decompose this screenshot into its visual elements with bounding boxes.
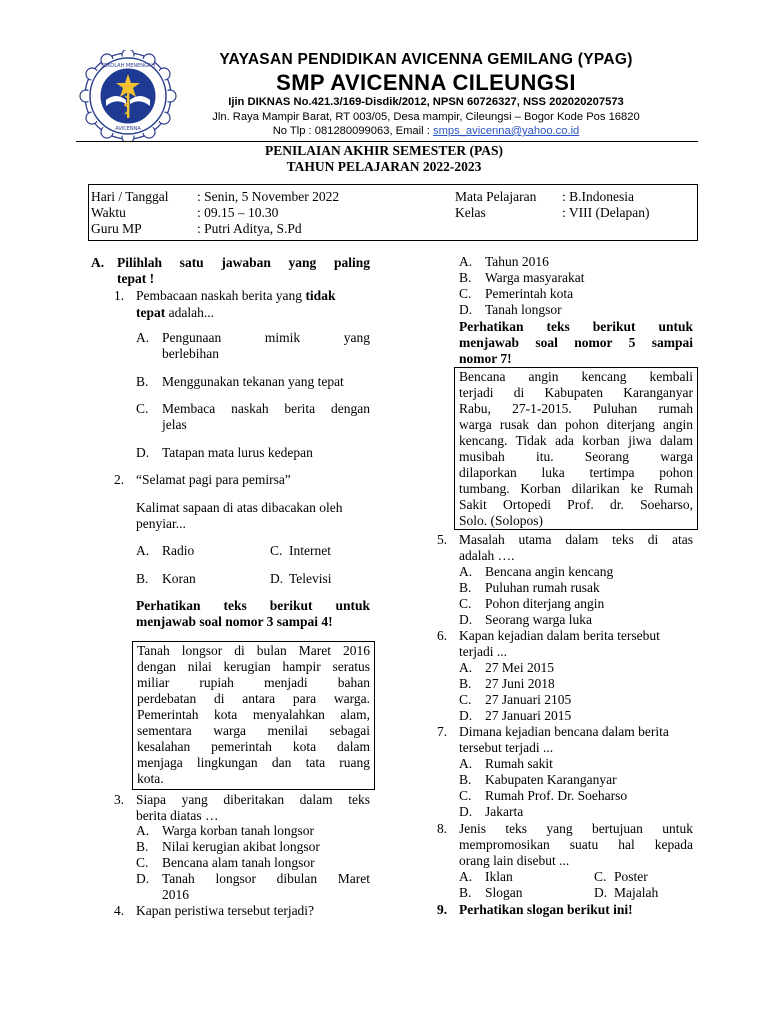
q3-option-b[interactable]: Nilai kerugian akibat longsor (162, 839, 320, 854)
info-subject-value: : B.Indonesia (562, 189, 634, 204)
q2-option-c-letter[interactable]: C. (270, 543, 283, 558)
q3-option-d-letter[interactable]: D. (136, 871, 150, 886)
reading-text-5-7-line: Sakit Ortopedi Prof. dr. Soeharso, (459, 497, 693, 512)
q3-option-d-line1[interactable]: Tanah longsor dibulan Maret (162, 871, 370, 886)
question-4-number: 4. (114, 903, 125, 918)
q5-option-b[interactable]: Puluhan rumah rusak (485, 580, 600, 595)
question-1-line1: Pembacaan naskah berita yang tidak (136, 288, 336, 303)
info-class-label: Kelas (455, 205, 486, 220)
question-1-line2: tepat adalah... (136, 305, 214, 320)
question-8-line1: Jenis teks yang bertujuan untuk (459, 821, 693, 836)
question-7-line2: tersebut terjadi ... (459, 740, 554, 755)
q2-option-c[interactable]: Internet (289, 543, 331, 558)
reading-text-3-4-line: kesalahan pemerintah kota dalam (137, 739, 370, 754)
question-5-number: 5. (437, 532, 448, 547)
q6-option-b[interactable]: 27 Juni 2018 (485, 676, 555, 691)
q7-option-a[interactable]: Rumah sakit (485, 756, 553, 771)
q7-option-b[interactable]: Kabupaten Karanganyar (485, 772, 617, 787)
q6-option-c[interactable]: 27 Januari 2105 (485, 692, 572, 707)
question-3-line1: Siapa yang diberitakan dalam teks (136, 792, 370, 807)
section-instruction-line1: Pilihlah satu jawaban yang paling (117, 255, 370, 270)
contact-email[interactable]: smps_avicenna@yahoo.co.id (432, 125, 580, 137)
reading-text-5-7-line: Bencana angin kencang kembali (459, 369, 693, 384)
svg-text:AVICENNA: AVICENNA (115, 126, 141, 132)
q8-option-d-letter[interactable]: D. (594, 885, 608, 900)
section-instruction-line2: tepat ! (117, 271, 155, 286)
reading-text-3-4-line: Pemerintah kota menyalahkan alam, (137, 707, 370, 722)
info-class-value: : VIII (Delapan) (562, 205, 650, 220)
foundation-name: YAYASAN PENDIDIKAN AVICENNA GEMILANG (YPAG) (219, 51, 633, 68)
school-name: SMP AVICENNA CILEUNGSI (276, 70, 576, 95)
question-3-line2: berita diatas … (136, 808, 219, 823)
question-2-number: 2. (114, 472, 125, 487)
exam-title: PENILAIAN AKHIR SEMESTER (PAS) (265, 143, 503, 158)
question-4: Kapan peristiwa tersebut terjadi? (136, 903, 315, 918)
q6-option-a[interactable]: 27 Mei 2015 (485, 660, 554, 675)
reading-text-5-7-line: terjadi di Kabupaten Karanganyar (459, 385, 693, 400)
q8-option-b[interactable]: Slogan (485, 885, 523, 900)
info-teacher-value: : Putri Aditya, S.Pd (197, 221, 302, 236)
contact-phone: No Tlp : 081280099063, Email : (272, 125, 433, 137)
question-7-line1: Dimana kejadian bencana dalam berita (459, 724, 669, 739)
reading-text-3-4-line: dengan nilai kerugian hampir seratus (137, 659, 370, 674)
q7-option-a-letter[interactable]: A. (459, 756, 473, 771)
q5-option-a-letter[interactable]: A. (459, 564, 473, 579)
q1-option-b-letter[interactable]: B. (136, 374, 149, 389)
q8-option-c-letter[interactable]: C. (594, 869, 607, 884)
q7-option-d[interactable]: Jakarta (485, 804, 524, 819)
question-6-number: 6. (437, 628, 448, 643)
question-6-line1: Kapan kejadian dalam berita tersebut (459, 628, 660, 643)
question-7-number: 7. (437, 724, 448, 739)
reading-text-5-7-line: tumbang. Korban dilarikan ke Rumah (459, 481, 693, 496)
q4-option-d-letter[interactable]: D. (459, 302, 473, 317)
q1-option-a-letter[interactable]: A. (136, 330, 150, 345)
reading-text-5-7-line: Solo. (Solopos) (459, 513, 544, 528)
info-day-value: : Senin, 5 November 2022 (197, 189, 340, 204)
reading-text-3-4-line: sementara warga menilai sebagai (137, 723, 370, 738)
instruction-5-7-line1: Perhatikan teks berikut untuk (459, 319, 693, 334)
q2-option-a-letter[interactable]: A. (136, 543, 150, 558)
question-1-number: 1. (114, 288, 125, 303)
instruction-5-7-line3: nomor 7! (459, 351, 512, 366)
instruction-5-7-line2: menjawab soal nomor 5 sampai (459, 335, 693, 350)
q8-option-a[interactable]: Iklan (485, 869, 513, 884)
q1-option-c-line1[interactable]: Membaca naskah berita dengan (162, 401, 370, 416)
q8-option-b-letter[interactable]: B. (459, 885, 472, 900)
header-divider (76, 141, 698, 142)
question-9: Perhatikan slogan berikut ini! (459, 902, 633, 917)
q8-option-a-letter[interactable]: A. (459, 869, 473, 884)
school-contact (180, 125, 672, 137)
q5-option-c-letter[interactable]: C. (459, 596, 472, 611)
question-2-quote: “Selamat pagi para pemirsa” (136, 472, 291, 487)
q3-option-d-line2[interactable]: 2016 (162, 887, 189, 902)
q2-option-d[interactable]: Televisi (289, 571, 332, 586)
exam-year: TAHUN PELAJARAN 2022-2023 (286, 159, 482, 174)
q3-option-a-letter[interactable]: A. (136, 823, 150, 838)
svg-text:SEKOLAH MENENGAH: SEKOLAH MENENGAH (100, 63, 156, 69)
question-8-number: 8. (437, 821, 448, 836)
q5-option-b-letter[interactable]: B. (459, 580, 472, 595)
reading-text-5-7-line: dilaporkan luka tertimpa pohon (459, 465, 693, 480)
question-8-line2: mempromosikan suatu hal kepada (459, 837, 693, 852)
q4-option-c-letter[interactable]: C. (459, 286, 472, 301)
reading-text-3-4-line: menjaga lingkungan dan tata ruang (137, 755, 370, 770)
instruction-3-4-line2: menjawab soal nomor 3 sampai 4! (136, 614, 333, 629)
info-time-label: Waktu (91, 205, 126, 220)
q4-option-d[interactable]: Tanah longsor (485, 302, 562, 317)
q1-option-a-line1[interactable]: Pengunaan mimik yang (162, 330, 370, 345)
question-5-line1: Masalah utama dalam teks di atas (459, 532, 693, 547)
q3-option-c-letter[interactable]: C. (136, 855, 149, 870)
reading-text-5-7-line: kencang. Tidak ada korban jiwa dalam (459, 433, 693, 448)
q4-option-b-letter[interactable]: B. (459, 270, 472, 285)
q7-option-c-letter[interactable]: C. (459, 788, 472, 803)
instruction-3-4-line1: Perhatikan teks berikut untuk (136, 598, 370, 613)
q1-option-d-letter[interactable]: D. (136, 445, 150, 460)
q3-option-b-letter[interactable]: B. (136, 839, 149, 854)
q6-option-b-letter[interactable]: B. (459, 676, 472, 691)
q2-option-b[interactable]: Koran (162, 571, 196, 586)
question-6-line2: terjadi ... (459, 644, 507, 659)
reading-text-5-7-line: musibah itu. Seorang warga (459, 449, 693, 464)
school-address: Jln. Raya Mampir Barat, RT 003/05, Desa mampir, Cileungsi – Bogor Kode Pos 16820 (212, 111, 640, 123)
q7-option-b-letter[interactable]: B. (459, 772, 472, 787)
q5-option-c[interactable]: Pohon diterjang angin (485, 596, 605, 611)
section-letter: A. (91, 255, 105, 270)
q7-option-c[interactable]: Rumah Prof. Dr. Soeharso (485, 788, 628, 803)
q1-option-c-letter[interactable]: C. (136, 401, 149, 416)
reading-text-5-7-line: Rabu, 27-1-2015. Puluhan rumah (459, 401, 693, 416)
q5-option-d-letter[interactable]: D. (459, 612, 473, 627)
q4-option-a[interactable]: Tahun 2016 (485, 254, 549, 269)
info-subject-label: Mata Pelajaran (455, 189, 537, 204)
q1-option-d[interactable]: Tatapan mata lurus kedepan (162, 445, 313, 460)
q2-option-d-letter[interactable]: D. (270, 571, 284, 586)
q5-option-a[interactable]: Bencana angin kencang (485, 564, 614, 579)
question-2-line2: penyiar... (136, 516, 186, 531)
q4-option-c[interactable]: Pemerintah kota (485, 286, 574, 301)
q6-option-c-letter[interactable]: C. (459, 692, 472, 707)
reading-text-5-7-line: warga rusak dan pohon diterjang angin (459, 417, 693, 432)
reading-text-3-4-line: perdebatan di antara para warga. (137, 691, 370, 706)
school-logo-emblem (76, 50, 180, 142)
school-permit: Ijin DIKNAS No.421.3/169-Disdik/2012, NPSN 60726327, NSS 202020207573 (228, 96, 624, 108)
reading-text-3-4-line: Tanah longsor di bulan Maret 2016 (137, 643, 370, 658)
q7-option-d-letter[interactable]: D. (459, 804, 473, 819)
q8-option-d[interactable]: Majalah (614, 885, 659, 900)
q6-option-a-letter[interactable]: A. (459, 660, 473, 675)
q3-option-c[interactable]: Bencana alam tanah longsor (162, 855, 315, 870)
q5-option-d[interactable]: Seorang warga luka (485, 612, 592, 627)
info-teacher-label: Guru MP (91, 221, 142, 236)
info-time-value: : 09.15 – 10.30 (197, 205, 279, 220)
q2-option-b-letter[interactable]: B. (136, 571, 149, 586)
question-2-line1: Kalimat sapaan di atas dibacakan oleh (136, 500, 343, 515)
school-logo (76, 50, 180, 142)
q4-option-b[interactable]: Warga masyarakat (485, 270, 585, 285)
question-3-number: 3. (114, 792, 125, 807)
q8-option-c[interactable]: Poster (614, 869, 648, 884)
q1-option-c-line2[interactable]: jelas (162, 417, 187, 432)
question-5-line2: adalah …. (459, 548, 515, 563)
q6-option-d[interactable]: 27 Januari 2015 (485, 708, 572, 723)
reading-text-3-4-line: kota. (137, 771, 164, 786)
reading-text-3-4-line: miliar rupiah menjadi bahan (137, 675, 370, 690)
q2-option-a[interactable]: Radio (162, 543, 195, 558)
question-8-line3: orang lain disebut ... (459, 853, 570, 868)
q3-option-a[interactable]: Warga korban tanah longsor (162, 823, 314, 838)
info-day-label: Hari / Tanggal (91, 189, 169, 204)
question-9-number: 9. (437, 902, 448, 917)
q1-option-a-line2[interactable]: berlebihan (162, 346, 219, 361)
q1-option-b[interactable]: Menggunakan tekanan yang tepat (162, 374, 344, 389)
q4-option-a-letter[interactable]: A. (459, 254, 473, 269)
q6-option-d-letter[interactable]: D. (459, 708, 473, 723)
